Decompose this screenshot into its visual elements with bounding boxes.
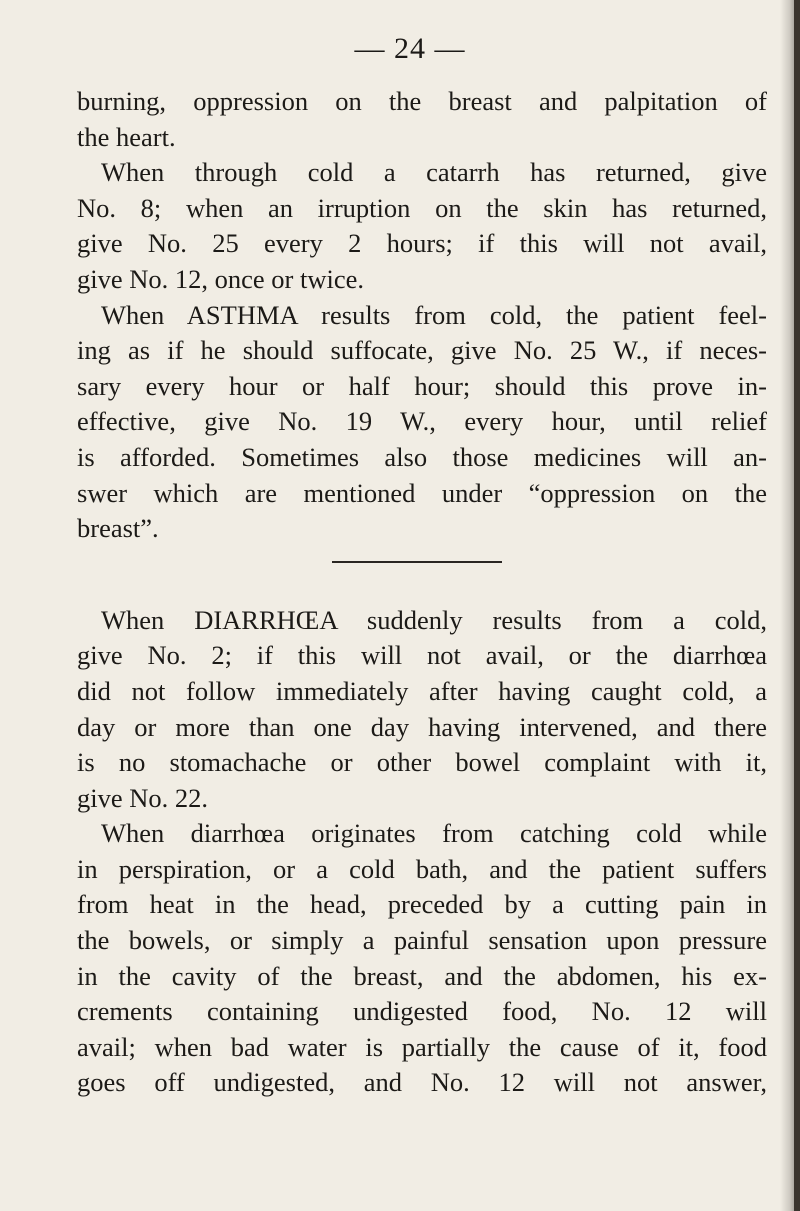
text-line: ing as if he should suffocate, give No. 25 W., if neces- <box>77 335 767 366</box>
page-number: — 24 — <box>354 32 466 65</box>
text-line: crements containing undigested food, No. 12 will <box>77 996 767 1027</box>
text-line: burning, oppression on the breast and palpitation of <box>77 86 767 116</box>
text-line: did not follow immediately after having caught cold, a <box>77 675 767 706</box>
text-line: When ASTHMA results from cold, the patient feel- <box>101 299 767 330</box>
text-line: give No. 25 every 2 hours; if this will not avail, <box>77 228 767 259</box>
text-line: is no stomachache or other bowel complaint with it, <box>77 747 767 778</box>
text-line: swer which are mentioned under “oppression on the <box>77 477 767 508</box>
text-line: the bowels, or simply a painful sensation upon pressure <box>77 925 767 956</box>
text-line: No. 8; when an irruption on the skin has returned, <box>77 192 767 223</box>
text-line: day or more than one day having intervened, and there <box>77 711 767 742</box>
text-line: from heat in the head, preceded by a cutting pain in <box>77 889 767 920</box>
text-line: give No. 22. <box>77 782 209 813</box>
body-text <box>77 84 767 1101</box>
text-line: avail; when bad water is partially the cause of it, food <box>77 1031 767 1062</box>
text-line: When DIARRHŒA suddenly results from a cold, <box>101 604 767 635</box>
text-line: is afforded. Sometimes also those medicines will an- <box>77 441 767 472</box>
text-line: effective, give No. 19 W., every hour, until relief <box>77 406 767 437</box>
text-line: breast”. <box>77 513 159 544</box>
text-line: When diarrhœa originates from catching cold while <box>101 818 767 849</box>
text-line: goes off undigested, and No. 12 will not answer, <box>77 1067 767 1098</box>
page-edge-shadow <box>794 0 800 1211</box>
text-line: When through cold a catarrh has returned, give <box>101 157 767 188</box>
text-line: sary every hour or half hour; should this prove in- <box>77 370 767 401</box>
section-divider <box>77 547 767 603</box>
text-line: give No. 12, once or twice. <box>77 263 364 294</box>
divider-rule <box>332 561 502 563</box>
text-line: the heart. <box>77 121 176 152</box>
text-line: in the cavity of the breast, and the abdomen, his ex- <box>77 960 767 991</box>
text-line: in perspiration, or a cold bath, and the patient suffers <box>77 853 767 884</box>
text-line: give No. 2; if this will not avail, or the diarrhœa <box>77 640 767 671</box>
